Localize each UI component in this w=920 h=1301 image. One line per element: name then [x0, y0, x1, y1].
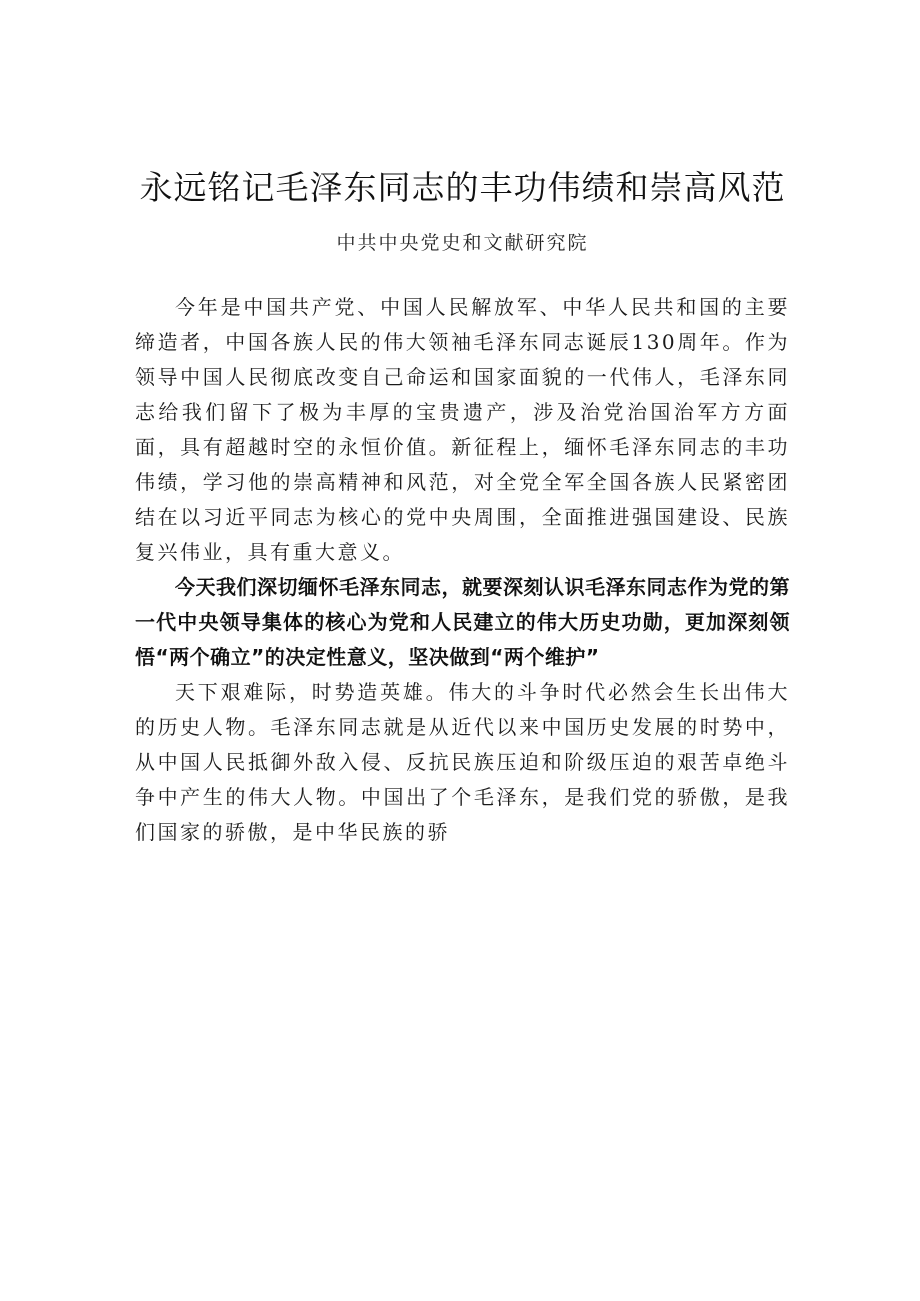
- article-title: 永远铭记毛泽东同志的丰功伟绩和崇高风范: [139, 168, 786, 207]
- article-body: [135, 290, 790, 850]
- document-page: [135, 150, 790, 850]
- paragraph-history: 天下艰难际，时势造英雄。伟大的斗争时代必然会生长出伟大的历史人物。毛泽东同志就是从近代以来中国历史发展的时势中，从中国人民抵御外敌入侵、反抗民族压迫和阶级压迫的艰苦卓绝斗争中产生的伟大人物。中国出了个毛泽东，是我们党的骄傲，是我们国家的骄傲，是中华民族的骄: [135, 680, 790, 844]
- article-author: 中共中央党史和文献研究院: [336, 232, 589, 254]
- paragraph-intro: 今年是中国共产党、中国人民解放军、中华人民共和国的主要缔造者，中国各族人民的伟大领袖毛泽东同志诞辰130周年。作为领导中国人民彻底改变自己命运和国家面貌的一代伟人，毛泽东同志给我们留下了极为丰厚的宝贵遗产，涉及治党治国治军方方面面，具有超越时空的永恒价值。新征程上，缅怀毛泽东同志的丰功伟绩，学习他的崇高精神和风范，对全党全军全国各族人民紧密团结在以习近平同志为核心的党中央周围，全面推进强国建设、民族复兴伟业，具有重大意义。: [135, 295, 790, 564]
- paragraph-section-heading: 今天我们深切缅怀毛泽东同志，就要深刻认识毛泽东同志作为党的第一代中央领导集体的核心为党和人民建立的伟大历史功勋，更加深刻领悟“两个确立”的决定性意义，坚决做到“两个维护”: [135, 575, 790, 669]
